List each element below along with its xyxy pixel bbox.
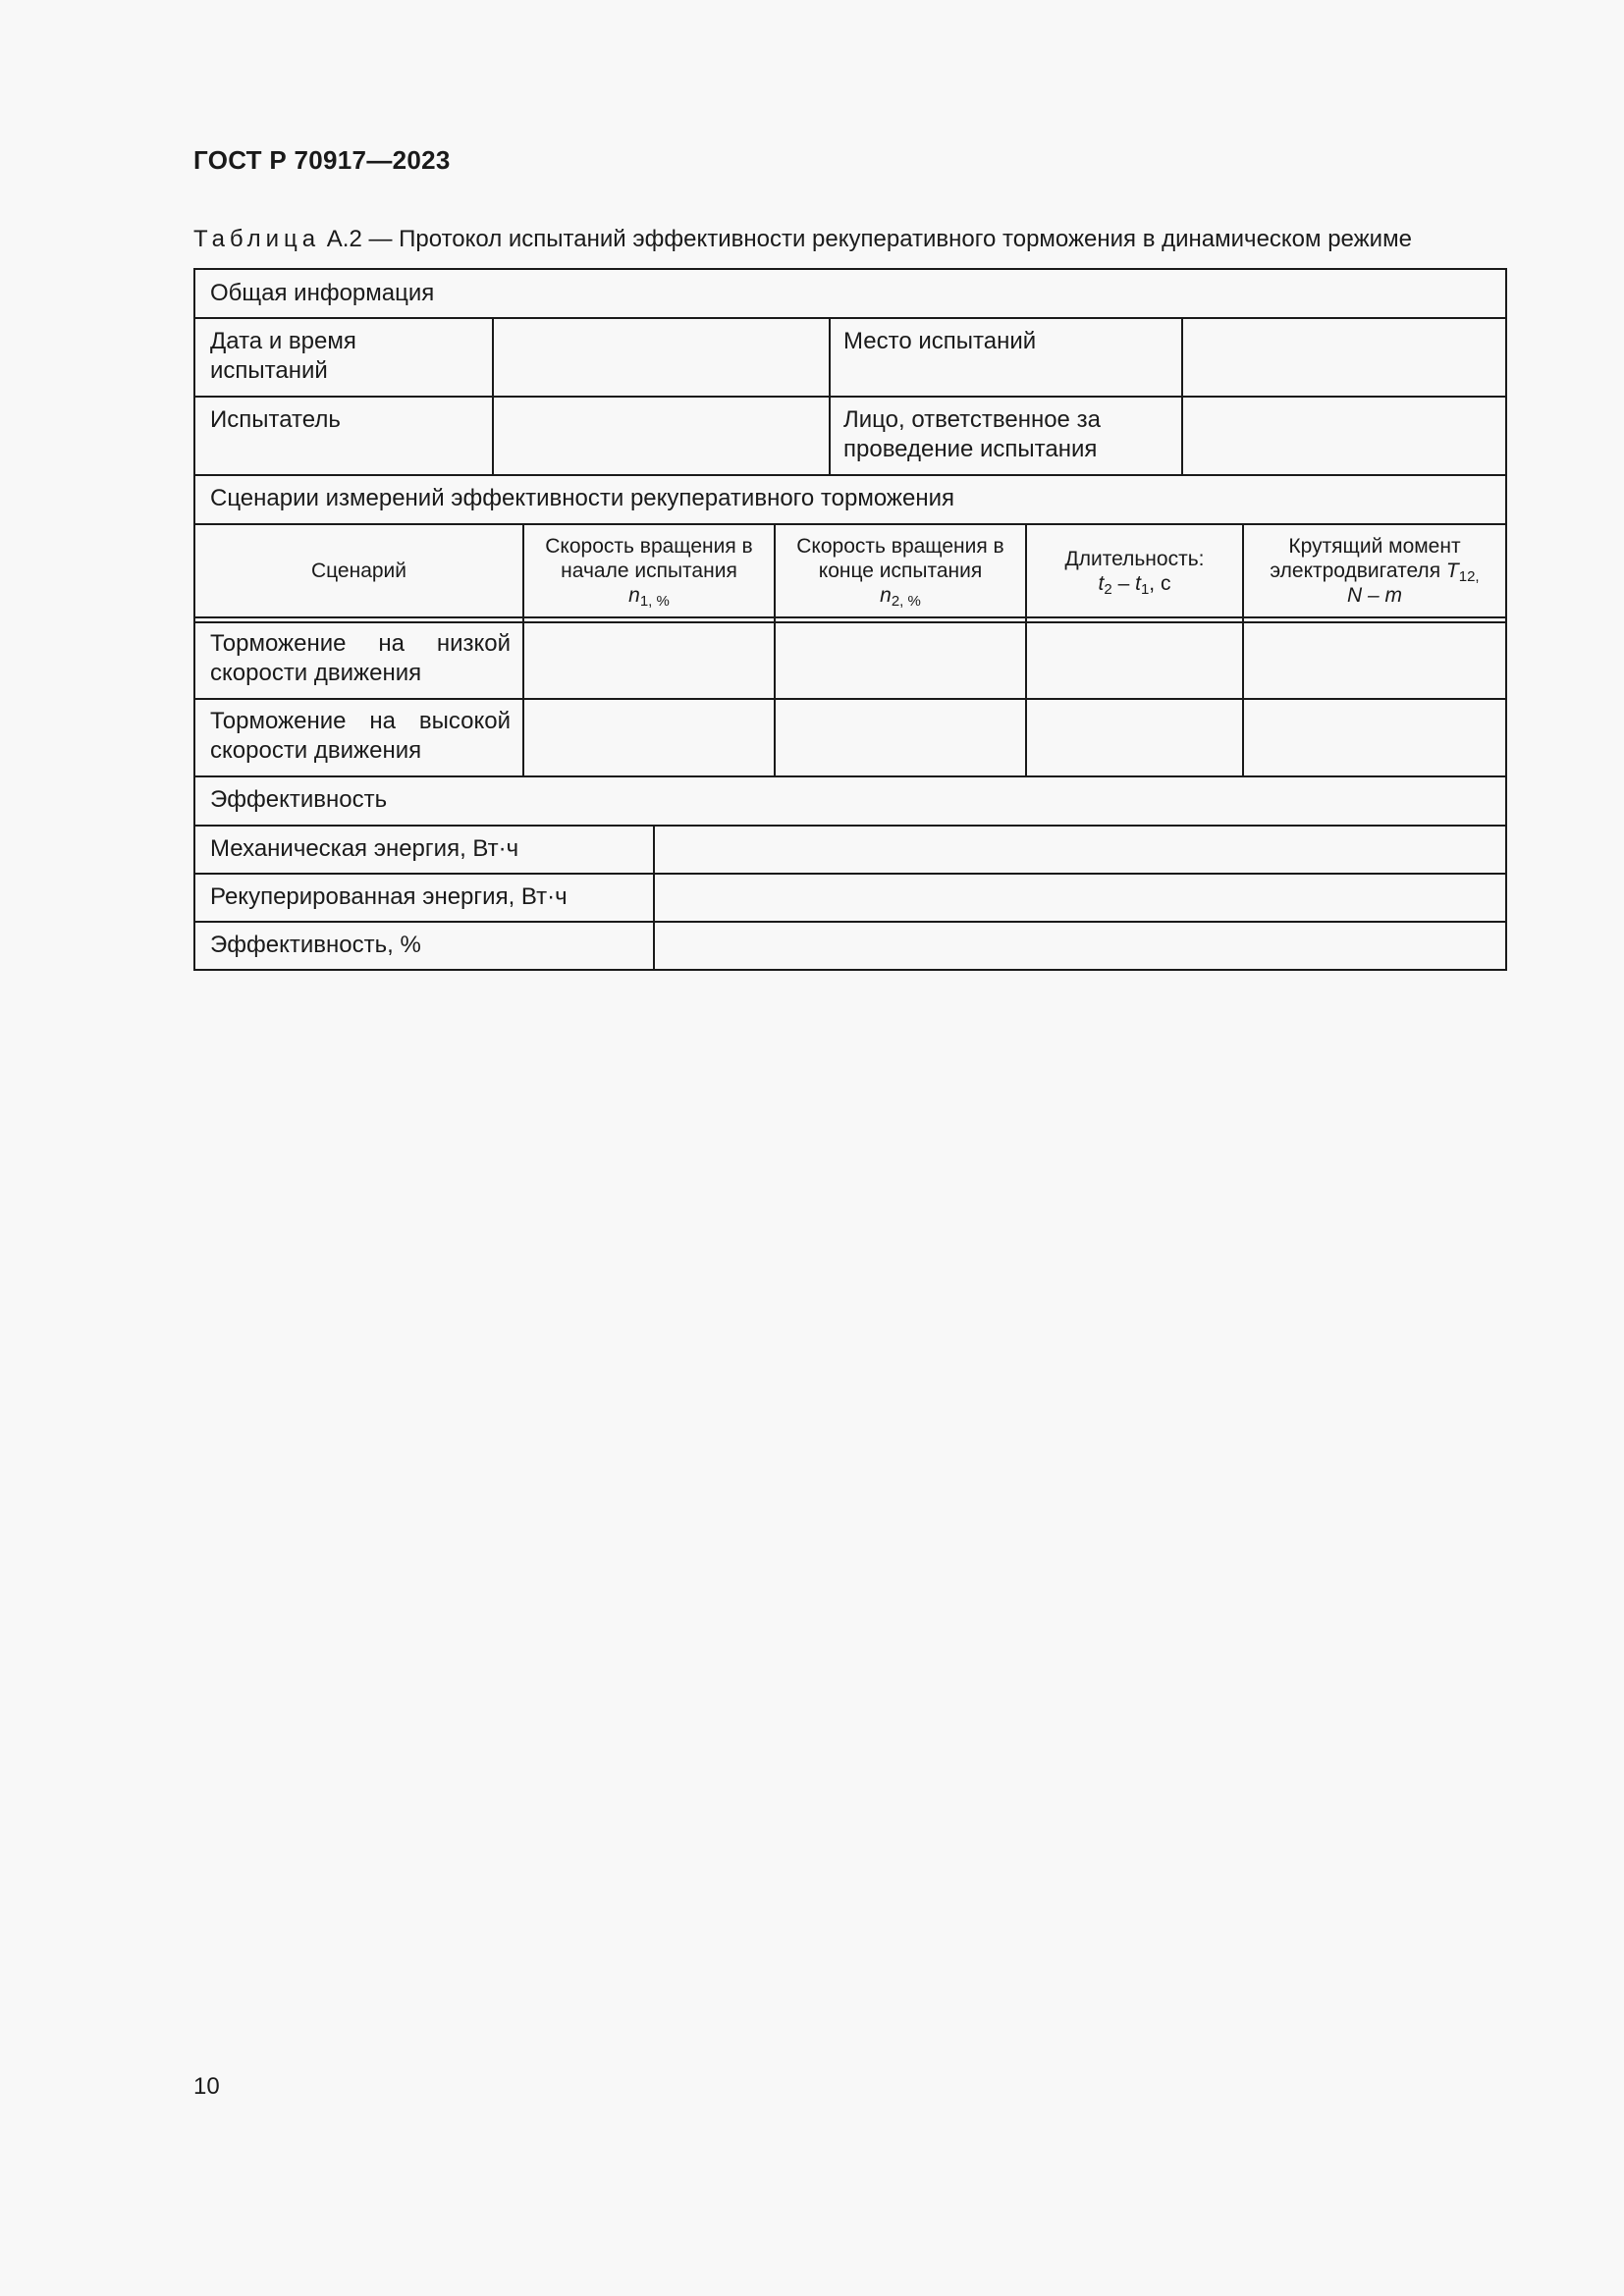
tester-label: Испытатель (210, 406, 341, 433)
page-number: 10 (193, 2073, 220, 2100)
efficiency-row-label: Эффективность, % (210, 932, 421, 958)
scenario-row-low-torque-cell[interactable] (1244, 623, 1505, 698)
column-header-scenario (195, 525, 522, 616)
recuperated-energy-value-cell[interactable] (655, 875, 1505, 921)
efficiency-row-label: Механическая энергия, Вт·ч (210, 835, 519, 862)
efficiency-value-cell[interactable] (655, 923, 1505, 969)
datetime-value-cell[interactable] (494, 319, 829, 396)
scenario-row-high-duration-cell[interactable] (1027, 700, 1242, 775)
place-value-cell[interactable] (1183, 319, 1505, 396)
speed-end-header-text: Скорость вращения в конце испытания (796, 535, 1004, 582)
scenario-row-label: Торможение на низкой скорости движения (210, 630, 511, 686)
scenario-row-low-speed-start-cell[interactable] (524, 623, 774, 698)
protocol-table (193, 268, 1507, 971)
caption-title: — Протокол испытаний эффективности рекуперативного торможения в динамическом режиме (368, 226, 1412, 252)
mechanical-energy-value-cell[interactable] (655, 827, 1505, 873)
scenario-row-high-speed-end-cell[interactable] (776, 700, 1025, 775)
scenario-row-high-torque-cell[interactable] (1244, 700, 1505, 775)
general-info-title: Общая информация (210, 280, 435, 306)
tester-value-cell[interactable] (494, 398, 829, 474)
datetime-label: Дата и время испытаний (210, 328, 356, 384)
caption-number: А.2 (326, 226, 362, 252)
efficiency-title: Эффективность (210, 786, 388, 813)
caption-label: Таблица (193, 226, 321, 252)
speed-end-symbol: $n_{2, \%}$ (880, 584, 921, 610)
column-header-torque (1244, 525, 1505, 616)
place-label: Место испытаний (843, 328, 1037, 354)
torque-header-text: Крутящий момент электродвигателя $T_{12,}$ (1270, 535, 1480, 585)
duration-formula: $t_2 - t_1$, с (1098, 571, 1171, 598)
scenario-header-label: Сценарий (310, 560, 407, 582)
scenarios-title: Сценарии измерений эффективности рекуперативного торможения (210, 485, 954, 511)
speed-start-symbol: $n_{1, \%}$ (628, 584, 670, 610)
scenario-row-label: Торможение на высокой скорости движения (210, 708, 511, 764)
column-header-speed-start (524, 525, 774, 616)
duration-header-text: Длительность: (1064, 547, 1205, 570)
speed-start-header-text: Скорость вращения в начале испытания (545, 535, 753, 582)
document-code: ГОСТ Р 70917—2023 (193, 145, 451, 175)
scenario-row-low-speed-end-cell[interactable] (776, 623, 1025, 698)
table-caption (193, 226, 1412, 253)
column-header-duration (1027, 525, 1242, 616)
scenario-row-low-duration-cell[interactable] (1027, 623, 1242, 698)
scenario-row-high-speed-start-cell[interactable] (524, 700, 774, 775)
column-header-speed-end (776, 525, 1025, 616)
efficiency-row-label: Рекуперированная энергия, Вт·ч (210, 883, 568, 910)
torque-unit: N – m (1346, 584, 1402, 607)
responsible-value-cell[interactable] (1183, 398, 1505, 474)
responsible-label: Лицо, ответственное за проведение испытания (843, 406, 1101, 462)
